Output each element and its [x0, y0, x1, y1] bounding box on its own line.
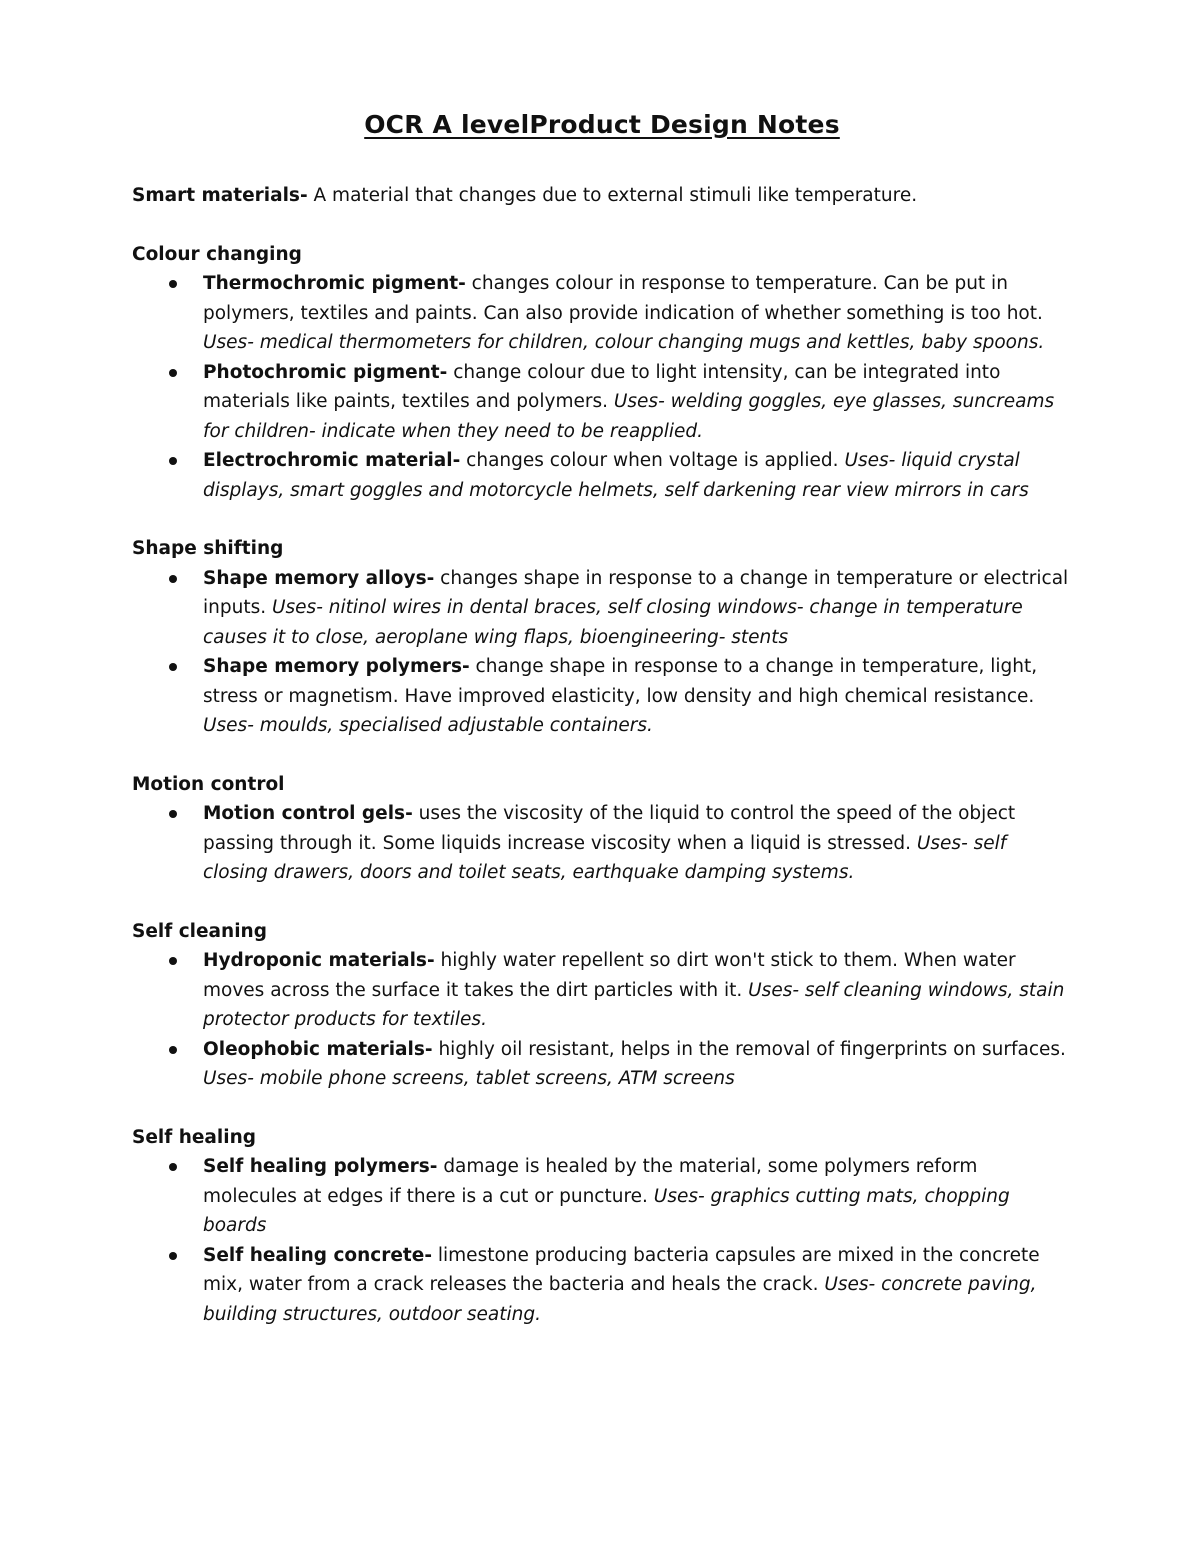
item-term: Thermochromic pigment-: [203, 273, 466, 294]
bullet-icon: [169, 1163, 177, 1171]
item-uses: Uses- moulds, specialised adjustable containers.: [203, 715, 653, 736]
intro-term: Smart materials-: [132, 185, 308, 206]
intro-text: A material that changes due to external stimuli like temperature.: [307, 185, 918, 206]
item-uses: Uses- nitinol wires in dental braces, self closing windows- change in temperature causes it to close, aeroplane wing flaps, bioengineering- stents: [203, 597, 1023, 648]
item-term: Electrochromic material-: [203, 450, 461, 471]
document-page: [132, 110, 1072, 1358]
item-text: highly water repellent so dirt won't stick to them. When water moves across the surface it takes the dirt particles with it.: [203, 950, 1016, 1001]
bullet-list: [132, 564, 1072, 741]
section-heading: Self cleaning: [132, 920, 267, 942]
bullet-icon: [169, 1046, 177, 1054]
bullet-icon: [169, 280, 177, 288]
section-self-healing: [132, 1123, 1072, 1330]
item-text: limestone producing bacteria capsules are mixed in the concrete mix, water from a crack releases the bacteria and heals the crack.: [203, 1244, 1040, 1295]
bullet-icon: [169, 1252, 177, 1260]
item-term: Shape memory polymers-: [203, 656, 470, 677]
section-heading: Colour changing: [132, 243, 302, 265]
bullet-icon: [169, 810, 177, 818]
item-text: uses the viscosity of the liquid to control the speed of the object passing through it. Some liquids increase viscosity when a liquid is stressed.: [203, 803, 1016, 854]
item-text: highly oil resistant, helps in the removal of fingerprints on surfaces.: [432, 1038, 1066, 1060]
item-term: Shape memory alloys-: [203, 567, 435, 589]
bullet-icon: [169, 663, 177, 671]
list-item: [132, 1035, 1072, 1094]
item-term: Oleophobic materials-: [203, 1038, 433, 1060]
bullet-icon: [169, 457, 177, 465]
list-item: [132, 652, 1072, 741]
item-text: changes colour in response to temperature. Can be put in polymers, textiles and paints. Can also provide indication of whether something is too hot.: [203, 273, 1043, 324]
list-item: [132, 1152, 1072, 1241]
section-heading: Motion control: [132, 773, 285, 795]
bullet-icon: [169, 369, 177, 377]
item-text: changes shape in response to a change in temperature or electrical inputs.: [203, 567, 1069, 618]
section-shape-shifting: [132, 534, 1072, 741]
item-text: changes colour when voltage is applied.: [460, 450, 845, 471]
bullet-list: [132, 946, 1072, 1094]
section-heading: Self healing: [132, 1126, 256, 1148]
list-item: [132, 358, 1072, 447]
item-term: Self healing polymers-: [203, 1156, 438, 1177]
item-term: Self healing concrete-: [203, 1244, 432, 1266]
item-term: Photochromic pigment-: [203, 361, 448, 383]
bullet-list: [132, 269, 1072, 505]
bullet-list: [132, 1152, 1072, 1329]
bullet-icon: [169, 957, 177, 965]
item-uses: Uses- self closing drawers, doors and toilet seats, earthquake damping systems.: [203, 832, 1007, 883]
item-uses: Uses- medical thermometers for children, colour changing mugs and kettles, baby spoons.: [203, 332, 1045, 353]
item-uses: Uses- self cleaning windows, stain protector products for textiles.: [203, 979, 1065, 1030]
item-text: damage is healed by the material, some polymers reform molecules at edges if there is a cut or puncture.: [203, 1156, 978, 1207]
list-item: [132, 946, 1072, 1035]
item-uses: Uses- welding goggles, eye glasses, suncreams for children- indicate when they need to be reapplied.: [203, 391, 1055, 442]
page-title: OCR A levelProduct Design Notes: [364, 110, 840, 139]
intro-definition: [132, 181, 1072, 211]
bullet-list: [132, 799, 1072, 888]
list-item: [132, 799, 1072, 888]
item-uses: Uses- liquid crystal displays, smart goggles and motorcycle helmets, self darkening rear view mirrors in cars: [203, 450, 1029, 501]
bullet-icon: [169, 575, 177, 583]
list-item: [132, 269, 1072, 358]
section-heading: Shape shifting: [132, 538, 284, 559]
section-motion-control: [132, 770, 1072, 888]
item-uses: Uses- graphics cutting mats, chopping boards: [203, 1185, 1010, 1236]
item-term: Motion control gels-: [203, 803, 413, 824]
item-text: change colour due to light intensity, can be integrated into materials like paints, textiles and polymers.: [203, 361, 1001, 412]
section-colour-changing: [132, 240, 1072, 506]
list-item: [132, 564, 1072, 653]
list-item: [132, 1241, 1072, 1330]
item-text: change shape in response to a change in temperature, light, stress or magnetism. Have improved elasticity, low density and high chemical resistance.: [203, 656, 1038, 707]
item-uses: Uses- mobile phone screens, tablet screens, ATM screens: [203, 1068, 735, 1089]
item-term: Hydroponic materials-: [203, 950, 435, 971]
list-item: [132, 446, 1072, 505]
section-self-cleaning: [132, 917, 1072, 1094]
item-uses: Uses- concrete paving, building structures, outdoor seating.: [203, 1274, 1037, 1325]
